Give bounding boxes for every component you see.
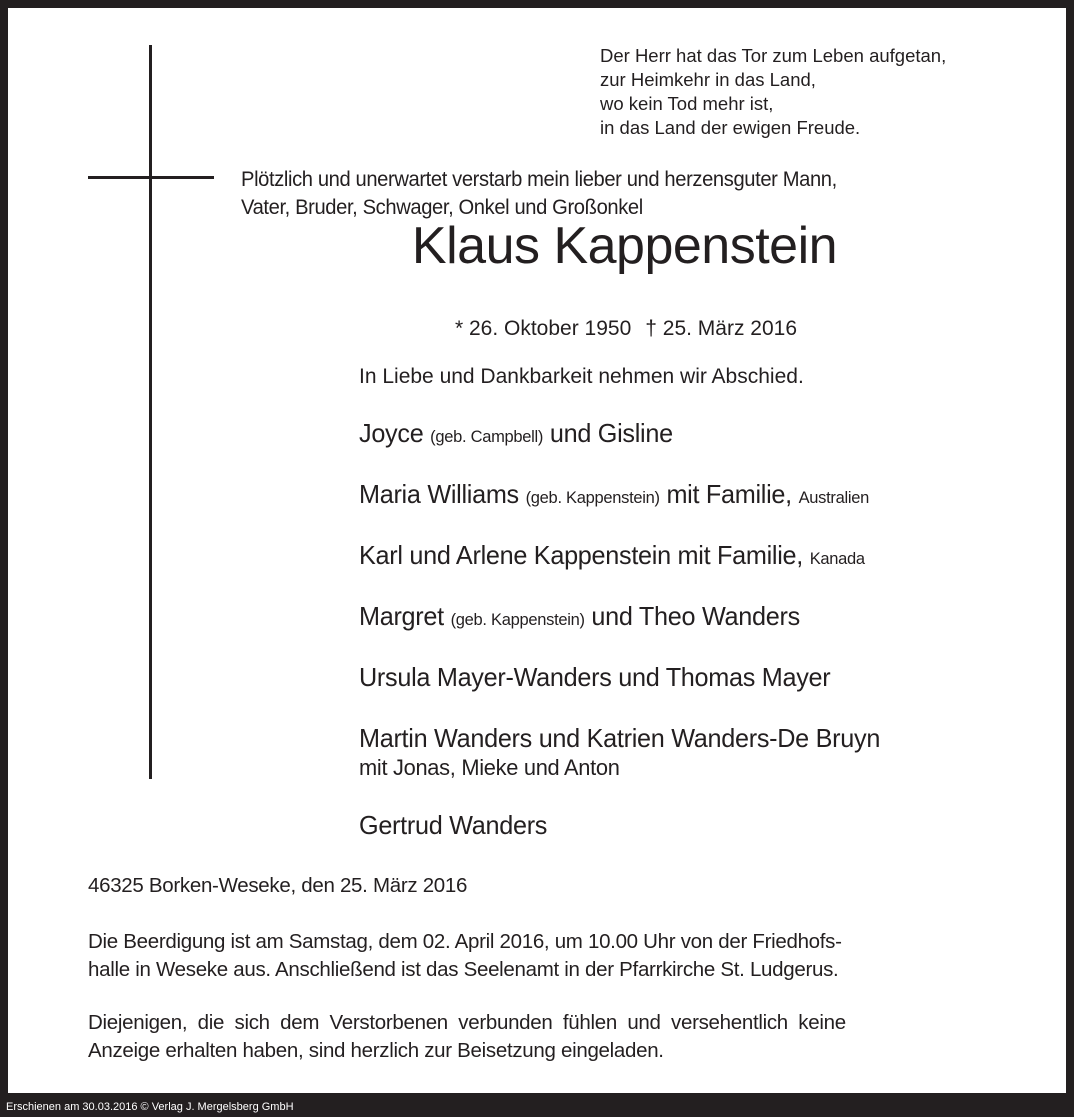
maiden-name: (geb. Campbell) [430,427,544,446]
invitation-text [88,1009,1004,1065]
family-entry [359,478,869,514]
family-entry [359,539,865,575]
farewell-line: In Liebe und Dankbarkeit nehmen wir Abschied. [359,365,804,388]
family-name: mit Familie, [666,479,792,509]
obituary-sheet [8,8,1066,1093]
intro-line: Plötzlich und unerwartet verstarb mein lieber und herzensguter Mann, [241,168,837,191]
funeral-info [88,928,1004,984]
family-name: und Gisline [549,418,673,448]
intro-line: Vater, Bruder, Schwager, Onkel und Großonkel [241,196,643,219]
family-entry [359,661,830,693]
bible-verse [600,44,946,140]
family-name: und Theo Wanders [591,601,800,631]
family-children: mit Jonas, Mieke und Anton [359,755,620,780]
deceased-name: Klaus Kappenstein [411,217,838,275]
verse-line: Der Herr hat das Tor zum Leben aufgetan, [600,45,947,66]
invitation-line: Anzeige erhalten haben, sind herzlich zur Beisetzung eingeladen. [88,1039,664,1062]
family-name: Margret [359,601,444,631]
verse-line: in das Land der ewigen Freude. [600,117,861,138]
publication-footer: Erschienen am 30.03.2016 © Verlag J. Mergelsberg GmbH [6,1101,294,1113]
family-name: Martin Wanders und Katrien Wanders-De Bruyn [359,723,881,753]
cross-icon-horizontal [88,176,214,179]
cross-icon-vertical [149,45,152,779]
family-entry [359,722,880,782]
family-entry [359,809,547,841]
maiden-name: (geb. Kappenstein) [450,610,585,629]
family-name: Maria Williams [359,479,519,509]
family-entry [359,417,673,453]
family-name: Joyce [359,418,424,448]
family-name: Gertrud Wanders [359,810,548,840]
intro-text [241,166,837,222]
life-dates [8,315,1074,343]
family-entry [359,600,800,636]
country: Kanada [809,549,865,568]
place-date: 46325 Borken-Weseke, den 25. März 2016 [88,874,468,897]
birth-date: * 26. Oktober 1950 [454,317,632,340]
country: Australien [798,488,870,507]
verse-line: zur Heimkehr in das Land, [600,69,816,90]
death-date: † 25. März 2016 [645,317,798,340]
invitation-line: Diejenigen, die sich dem Verstorbenen verbunden fühlen und versehentlich keine [88,1011,846,1034]
maiden-name: (geb. Kappenstein) [525,488,660,507]
funeral-line: halle in Weseke aus. Anschließend ist das Seelenamt in der Pfarrkirche St. Ludgerus. [88,958,839,981]
funeral-line: Die Beerdigung ist am Samstag, dem 02. April 2016, um 10.00 Uhr von der Friedhofs- [88,930,842,953]
verse-line: wo kein Tod mehr ist, [600,93,774,114]
family-name: Karl und Arlene Kappenstein mit Familie, [359,540,803,570]
family-name: Ursula Mayer-Wanders und Thomas Mayer [359,662,831,692]
